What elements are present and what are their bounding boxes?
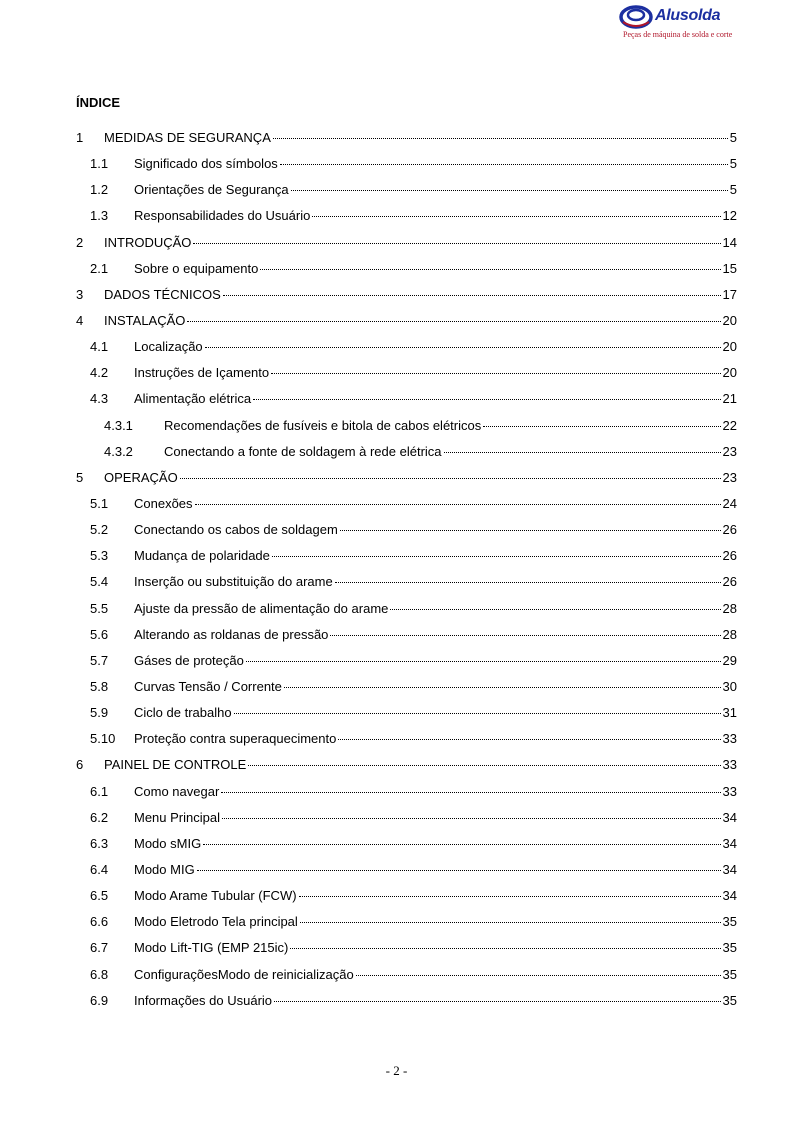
toc-entry-number: 1.1 (90, 156, 109, 172)
toc-entry-title[interactable]: Alimentação elétrica (134, 391, 252, 407)
toc-entry-page: 30 (722, 678, 737, 694)
toc-entry-line (134, 627, 737, 642)
toc-entry-page: 20 (722, 365, 737, 381)
toc-entry-number: 5.1 (90, 495, 109, 511)
toc-entry-line (134, 496, 737, 511)
toc-entry-number: 1.2 (90, 182, 109, 198)
toc-leader-dots (272, 556, 721, 557)
toc-entry-line (134, 731, 737, 746)
toc-entry-page: 24 (722, 495, 737, 511)
toc-entry-title[interactable]: Informações do Usuário (134, 992, 273, 1008)
toc-entry-title[interactable]: DADOS TÉCNICOS (104, 286, 221, 302)
toc-leader-dots (187, 321, 720, 322)
toc-leader-dots (290, 948, 720, 949)
toc-entry-title[interactable]: Instruções de Içamento (134, 365, 270, 381)
toc-entry-page: 21 (722, 391, 737, 407)
toc-entry-line (134, 548, 737, 563)
toc-entry-number: 6.1 (90, 783, 109, 799)
toc-entry-page: 35 (722, 992, 737, 1008)
toc-entry-number: 5 (76, 469, 84, 485)
brand-name: Alusolda (655, 7, 721, 24)
toc-entry-number: 5.10 (90, 731, 116, 747)
toc-entry-number: 4.3.2 (104, 443, 133, 459)
toc-entry-title[interactable]: Responsabilidades do Usuário (134, 208, 311, 224)
toc-entry-line (134, 888, 737, 903)
toc-entry-title[interactable]: Mudança de polaridade (134, 548, 270, 564)
toc-leader-dots (248, 765, 720, 766)
toc-entry-page: 20 (722, 312, 737, 328)
toc-entry-page: 35 (722, 914, 737, 930)
toc-leader-dots (273, 138, 728, 139)
toc-entry-line (104, 757, 737, 772)
toc-leader-dots (356, 975, 721, 976)
toc-entry[interactable] (76, 751, 737, 777)
toc-leader-dots (390, 609, 720, 610)
toc-entry-line (104, 287, 737, 302)
toc-entry[interactable] (76, 516, 737, 542)
toc-entry-number: 6.8 (90, 966, 109, 982)
toc-entry[interactable] (76, 830, 737, 856)
toc-entry[interactable] (76, 333, 737, 359)
toc-entry[interactable] (76, 307, 737, 333)
toc-entry-title[interactable]: MEDIDAS DE SEGURANÇA (104, 130, 271, 145)
toc-entry-line (134, 574, 737, 589)
toc-entry-line (104, 313, 737, 328)
toc-leader-dots (193, 243, 720, 244)
toc-entry-line (134, 940, 737, 955)
toc-entry-line (134, 810, 737, 825)
toc-entry-title[interactable]: Orientações de Segurança (134, 182, 289, 198)
toc-entry-page: 28 (722, 600, 737, 616)
toc-leader-dots (197, 870, 721, 871)
toc-entry[interactable] (76, 699, 737, 725)
toc-entry-number: 4.1 (90, 339, 109, 355)
toc-entry-number: 3 (76, 286, 84, 302)
toc-entry-page: 5 (729, 130, 737, 145)
toc-entry-number: 5.5 (90, 600, 109, 616)
toc-entry-page: 26 (722, 522, 737, 538)
toc-leader-dots (274, 1001, 721, 1002)
toc-entry-page: 12 (722, 208, 737, 224)
toc-entry-title[interactable]: Conexões (134, 495, 193, 511)
toc-entry-page: 22 (722, 417, 737, 433)
toc-entry-title[interactable]: Como navegar (134, 783, 220, 799)
toc-entry-number: 6.3 (90, 835, 109, 851)
toc-leader-dots (299, 896, 721, 897)
toc-entry-number: 5.3 (90, 548, 109, 564)
toc-entry-line (134, 679, 737, 694)
toc-leader-dots (246, 661, 721, 662)
toc-entry-line (104, 130, 737, 145)
toc-entry-line (134, 156, 737, 171)
table-of-contents (76, 124, 737, 1013)
toc-entry-title[interactable]: Significado dos símbolos (134, 156, 278, 172)
toc-entry-title[interactable]: Localização (134, 339, 203, 355)
toc-entry-number: 1.3 (90, 208, 109, 224)
toc-entry-line (134, 365, 737, 380)
toc-entry[interactable] (76, 804, 737, 830)
toc-entry-line (134, 653, 737, 668)
toc-entry-line (104, 235, 737, 250)
toc-entry-page: 33 (722, 731, 737, 747)
toc-leader-dots (340, 530, 721, 531)
toc-entry-number: 4.2 (90, 365, 109, 381)
toc-entry-line (134, 705, 737, 720)
toc-entry-title[interactable]: Recomendações de fusíveis e bitola de cabos elétricos (164, 417, 482, 433)
toc-entry[interactable] (76, 359, 737, 385)
toc-leader-dots (180, 478, 721, 479)
toc-entry-number: 5.4 (90, 574, 109, 590)
toc-entry-number: 5.7 (90, 652, 109, 668)
toc-entry[interactable] (76, 725, 737, 751)
toc-entry-page: 26 (722, 574, 737, 590)
toc-leader-dots (271, 373, 720, 374)
toc-entry-page: 34 (722, 835, 737, 851)
toc-entry-title[interactable]: PAINEL DE CONTROLE (104, 757, 247, 773)
toc-entry-number: 5.9 (90, 705, 109, 721)
toc-entry-title[interactable]: ConfiguraçõesModo de reinicialização (134, 966, 354, 982)
toc-entry-number: 6.7 (90, 940, 109, 956)
toc-entry-number: 6.2 (90, 809, 109, 825)
toc-entry-number: 2.1 (90, 260, 109, 276)
toc-entry[interactable] (76, 882, 737, 908)
toc-entry-page: 28 (722, 626, 737, 642)
toc-entry[interactable] (76, 778, 737, 804)
toc-entry-page: 29 (722, 652, 737, 668)
toc-entry-title[interactable]: Inserção ou substituição do arame (134, 574, 333, 590)
toc-entry[interactable] (76, 150, 737, 176)
toc-entry-number: 6.6 (90, 914, 109, 930)
toc-entry-number: 1 (76, 130, 84, 145)
toc-entry-line (134, 261, 737, 276)
toc-entry-line (104, 470, 737, 485)
toc-entry[interactable] (76, 412, 737, 438)
toc-entry-title[interactable]: Conectando a fonte de soldagem à rede elétrica (164, 443, 442, 459)
toc-entry[interactable] (76, 595, 737, 621)
toc-entry-line (134, 208, 737, 223)
toc-entry[interactable] (76, 987, 737, 1013)
alusolda-logo-icon (619, 4, 657, 30)
toc-entry-line (134, 339, 737, 354)
toc-entry-page: 34 (722, 888, 737, 904)
toc-entry-page: 5 (729, 156, 737, 172)
toc-leader-dots (330, 635, 720, 636)
toc-leader-dots (280, 164, 728, 165)
toc-entry-title[interactable]: Sobre o equipamento (134, 260, 259, 276)
toc-leader-dots (483, 426, 720, 427)
toc-entry[interactable] (76, 673, 737, 699)
toc-leader-dots (291, 190, 728, 191)
toc-entry-page: 33 (722, 783, 737, 799)
toc-leader-dots (253, 399, 720, 400)
toc-leader-dots (300, 922, 721, 923)
toc-entry-line (134, 601, 737, 616)
toc-leader-dots (221, 792, 720, 793)
toc-entry-page: 33 (722, 757, 737, 773)
toc-entry-number: 4.3 (90, 391, 109, 407)
toc-entry-number: 5.6 (90, 626, 109, 642)
toc-leader-dots (338, 739, 720, 740)
toc-leader-dots (260, 269, 720, 270)
toc-leader-dots (335, 582, 721, 583)
toc-entry[interactable] (76, 490, 737, 516)
toc-entry[interactable] (76, 176, 737, 202)
toc-entry-number: 6.5 (90, 888, 109, 904)
toc-entry[interactable] (76, 961, 737, 987)
toc-entry-page: 14 (722, 234, 737, 250)
toc-leader-dots (234, 713, 721, 714)
toc-leader-dots (223, 295, 721, 296)
toc-leader-dots (205, 347, 721, 348)
toc-entry[interactable] (76, 647, 737, 673)
toc-entry[interactable] (76, 255, 737, 281)
toc-entry-page: 31 (722, 705, 737, 721)
toc-entry-line (134, 522, 737, 537)
toc-entry-page: 5 (729, 182, 737, 198)
toc-entry-title[interactable]: Modo MIG (134, 861, 195, 877)
toc-entry-title[interactable]: Menu Principal (134, 809, 220, 825)
toc-entry-number: 6.9 (90, 992, 109, 1008)
brand-tagline: Peças de máquina de solda e corte (623, 30, 733, 39)
toc-entry-title[interactable]: Ajuste da pressão de alimentação do arame (134, 600, 389, 616)
toc-entry-page: 35 (722, 940, 737, 956)
toc-entry-title[interactable]: Proteção contra superaquecimento (134, 731, 337, 747)
toc-entry[interactable] (76, 438, 737, 464)
toc-entry-line (134, 391, 737, 406)
toc-entry-title[interactable]: Ciclo de trabalho (134, 705, 232, 721)
toc-entry-line (134, 784, 737, 799)
toc-entry-title[interactable]: Curvas Tensão / Corrente (134, 678, 282, 694)
toc-entry-page: 35 (722, 966, 737, 982)
toc-entry-page: 15 (722, 260, 737, 276)
brand-logo (617, 2, 737, 42)
toc-entry-page: 34 (722, 861, 737, 877)
toc-leader-dots (444, 452, 721, 453)
toc-entry[interactable] (76, 908, 737, 934)
toc-entry[interactable] (76, 568, 737, 594)
toc-leader-dots (195, 504, 721, 505)
toc-entry-line (164, 444, 737, 459)
toc-entry[interactable] (76, 281, 737, 307)
toc-entry-line (164, 418, 737, 433)
toc-entry[interactable] (76, 385, 737, 411)
toc-entry[interactable] (76, 124, 737, 150)
toc-entry-line (134, 182, 737, 197)
toc-entry-line (134, 993, 737, 1008)
toc-entry-line (134, 836, 737, 851)
toc-entry-title[interactable]: INTRODUÇÃO (104, 234, 192, 250)
toc-entry-page: 17 (722, 286, 737, 302)
toc-entry-title[interactable]: OPERAÇÃO (104, 469, 178, 485)
toc-entry[interactable] (76, 542, 737, 568)
toc-entry-number: 2 (76, 234, 84, 250)
toc-entry-title[interactable]: Modo Arame Tubular (FCW) (134, 888, 297, 904)
toc-entry[interactable] (76, 464, 737, 490)
toc-entry-page: 26 (722, 548, 737, 564)
toc-entry-line (134, 967, 737, 982)
toc-entry-number: 6 (76, 757, 84, 773)
toc-entry-number: 4 (76, 312, 84, 328)
toc-leader-dots (284, 687, 721, 688)
toc-entry-page: 34 (722, 809, 737, 825)
page-number: - 2 - (385, 1063, 408, 1078)
toc-title: ÍNDICE (76, 95, 121, 110)
toc-entry-title[interactable]: INSTALAÇÃO (104, 312, 186, 328)
toc-entry[interactable] (76, 856, 737, 882)
toc-entry-page: 23 (722, 469, 737, 485)
toc-entry-line (134, 862, 737, 877)
toc-leader-dots (203, 844, 720, 845)
toc-entry-title[interactable]: Gáses de proteção (134, 652, 244, 668)
toc-entry-title[interactable]: Modo Eletrodo Tela principal (134, 914, 298, 930)
toc-entry-number: 6.4 (90, 861, 109, 877)
toc-entry-title[interactable]: Alterando as roldanas de pressão (134, 626, 329, 642)
toc-entry-number: 4.3.1 (104, 417, 133, 433)
toc-entry-title[interactable]: Modo Lift-TIG (EMP 215ic) (134, 940, 289, 956)
toc-entry-number: 5.2 (90, 522, 109, 538)
toc-leader-dots (312, 216, 720, 217)
toc-entry-page: 20 (722, 339, 737, 355)
toc-leader-dots (222, 818, 721, 819)
toc-entry-title[interactable]: Modo sMIG (134, 835, 202, 851)
toc-entry-page: 23 (722, 443, 737, 459)
toc-entry-line (134, 914, 737, 929)
toc-entry-number: 5.8 (90, 678, 109, 694)
toc-entry[interactable] (76, 621, 737, 647)
toc-entry[interactable] (76, 229, 737, 255)
toc-entry[interactable] (76, 202, 737, 228)
toc-entry-title[interactable]: Conectando os cabos de soldagem (134, 522, 338, 538)
toc-entry[interactable] (76, 934, 737, 960)
